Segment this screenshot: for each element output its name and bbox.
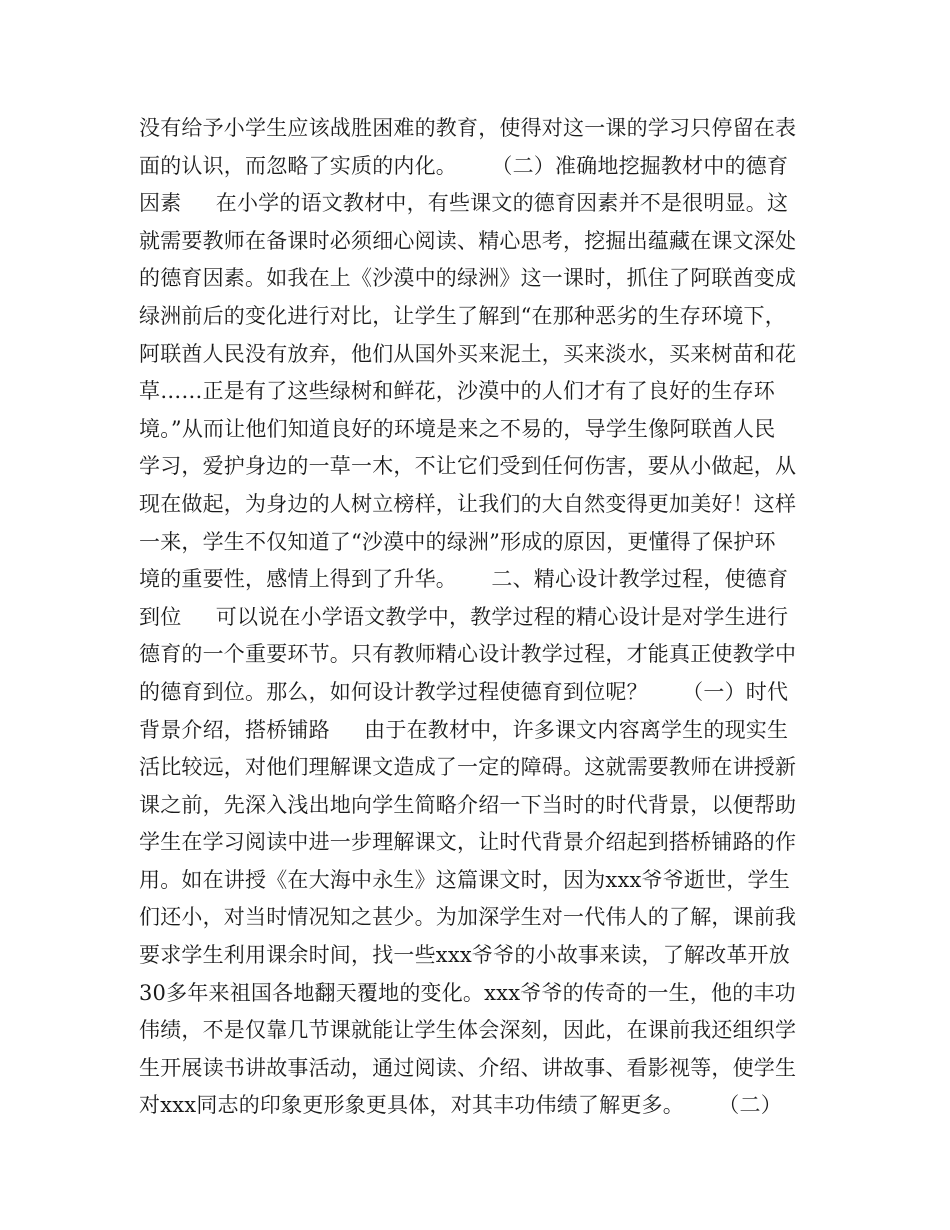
text-line: 现在做起，为身边的人树立榜样，让我们的大自然变得更加美好！这样: [139, 491, 797, 516]
text-line: 活比较远，对他们理解课文造成了一定的障碍。这就需要教师在讲授新: [139, 755, 797, 780]
text-line: 生开展读书讲故事活动，通过阅读、介绍、讲故事、看影视等，使学生: [139, 1055, 797, 1080]
text-line: 伟绩，不是仅靠几节课就能让学生体会深刻，因此，在课前我还组织学: [139, 1018, 797, 1043]
body-text: [139, 110, 829, 1125]
text-line: 要求学生利用课余时间，找一些xxx爷爷的小故事来读，了解改革开放: [139, 943, 790, 968]
text-line: 课之前，先深入浅出地向学生简略介绍一下当时的时代背景，以便帮助: [139, 792, 797, 817]
text-line: 对xxx同志的印象更形象更具体，对其丰功伟绩了解更多。 （二）: [139, 1093, 782, 1118]
text-line: 学习，爱护身边的一草一木，不让它们受到任何伤害，要从小做起，从: [139, 454, 797, 479]
text-line: 一来，学生不仅知道了“沙漠中的绿洲”形成的原因，更懂得了保护环: [139, 529, 776, 554]
text-line: 30多年来祖国各地翻天覆地的变化。xxx爷爷的传奇的一生，他的丰功: [139, 980, 796, 1005]
text-line: 用。如在讲授《在大海中永生》这篇课文时，因为xxx爷爷逝世，学生: [139, 867, 790, 892]
text-line: 们还小，对当时情况知之甚少。为加深学生对一代伟人的了解，课前我: [139, 905, 797, 930]
text-line: 阿联酋人民没有放弃，他们从国外买来泥土，买来淡水，买来树苗和花: [139, 341, 797, 366]
text-line: 德育的一个重要环节。只有教师精心设计教学过程，才能真正使教学中: [139, 642, 797, 667]
text-line: 境。”从而让他们知道良好的环境是来之不易的，导学生像阿联酋人民: [139, 416, 776, 441]
text-line: 因素 在小学的语文教材中，有些课文的德育因素并不是很明显。这: [139, 191, 789, 216]
text-line: 境的重要性，感情上得到了升华。 二、精心设计教学过程，使德育: [139, 567, 789, 592]
text-line: 的德育到位。那么，如何设计教学过程使德育到位呢？ （一）时代: [139, 679, 789, 704]
text-line: 的德育因素。如我在上《沙漠中的绿洲》这一课时，抓住了阿联酋变成: [139, 266, 797, 291]
text-line: 到位 可以说在小学语文教学中，教学过程的精心设计是对学生进行: [139, 604, 789, 629]
text-line: 草……正是有了这些绿树和鲜花，沙漠中的人们才有了良好的生存环: [139, 379, 775, 404]
text-line: 没有给予小学生应该战胜困难的教育，使得对这一课的学习只停留在表: [139, 116, 797, 140]
text-line: 背景介绍，搭桥铺路 由于在教材中，许多课文内容离学生的现实生: [139, 717, 789, 742]
text-line: 学生在学习阅读中进一步理解课文，让时代背景介绍起到搭桥铺路的作: [139, 830, 797, 855]
text-line: 绿洲前后的变化进行对比，让学生了解到“在那种恶劣的生存环境下，: [139, 303, 786, 328]
text-line: 面的认识，而忽略了实质的内化。 （二）准确地挖掘教材中的德育: [139, 153, 789, 178]
text-line: 就需要教师在备课时必须细心阅读、精心思考，挖掘出蕴藏在课文深处: [139, 228, 797, 253]
